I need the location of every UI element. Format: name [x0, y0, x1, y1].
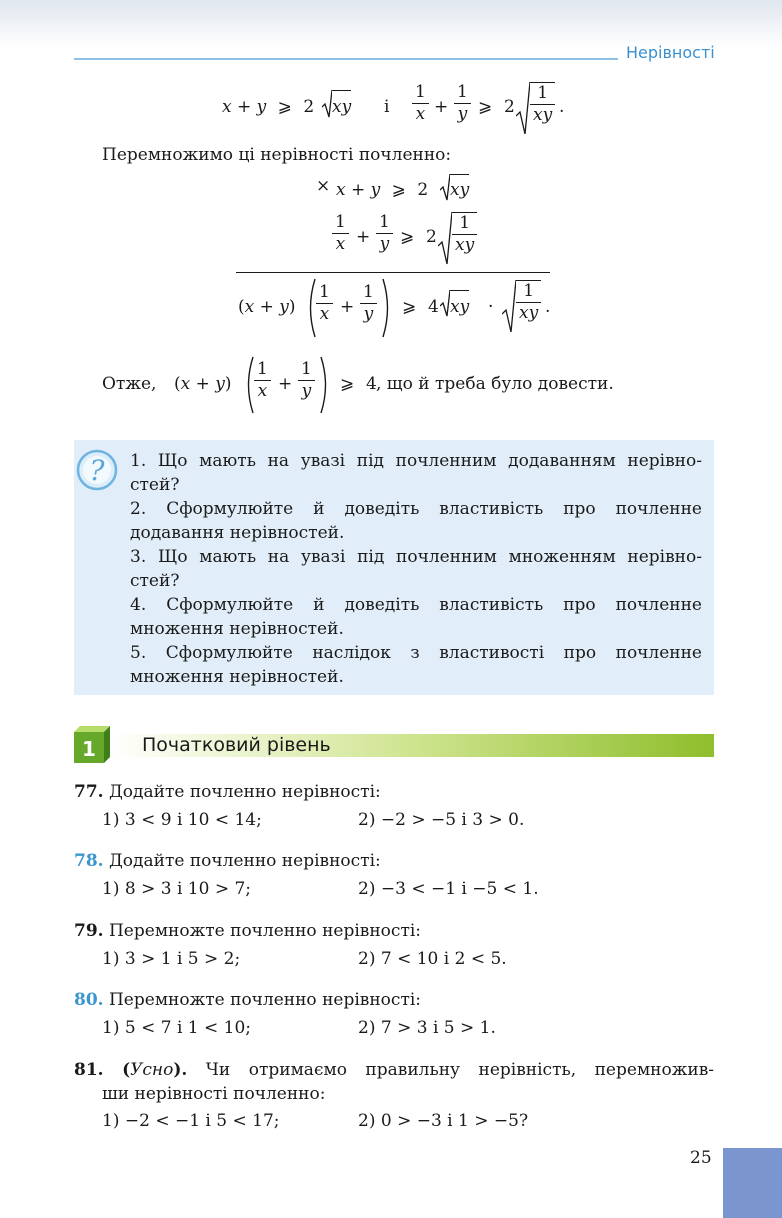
corner-tab — [723, 1148, 782, 1218]
problem-81-statement: 81. (Усно). Чи отримаємо правильну нерівність, перемножив- — [74, 1060, 715, 1080]
svg-text:?: ? — [89, 454, 105, 487]
problem-number: 78. — [74, 851, 104, 871]
fraction-1-over-x: $\frac{1}{x}$ — [254, 359, 271, 402]
question-4-line-1: 4. Сформулюйте й доведіть властивість про почленне — [130, 595, 702, 615]
fraction-1-over-y: $\frac{1}{y}$ — [298, 359, 315, 402]
multiply-sentence: Перемножимо ці нерівності почленно: — [102, 145, 452, 165]
question-1-line-2: стей? — [130, 475, 180, 495]
sqrt-sign — [502, 280, 516, 334]
svg-text:1: 1 — [82, 737, 96, 761]
coef-2: 2 — [504, 97, 515, 117]
conclusion-line: Отже, (x + y) $\frac{1}{x}$ + $\frac{1}{y}$ ⩾ 4 , що й треба було довести. — [102, 356, 662, 416]
problem-81-part-2: 2) 0 > −3 і 1 > −5? — [358, 1111, 529, 1131]
question-3-line-2: стей? — [130, 571, 180, 591]
and-word: і — [384, 97, 390, 117]
coef-2: 2 — [303, 97, 315, 117]
fraction-1-over-xy: $\frac{1}{xy}$ — [452, 212, 477, 256]
problem-number: 80. — [74, 990, 104, 1010]
fraction-1-over-x: $\frac{1}{x}$ — [412, 82, 429, 125]
var-x: x — [222, 97, 232, 117]
level-title: Початковий рівень — [142, 734, 331, 756]
problem-79-part-1: 1) 3 > 1 і 5 > 2; — [102, 949, 241, 969]
fraction-1-over-xy: $\frac{1}{xy}$ — [530, 82, 555, 126]
ge-sign: ⩾ — [277, 97, 292, 117]
left-paren — [306, 278, 316, 338]
problem-77-part-2: 2) −2 > −5 і 3 > 0. — [358, 810, 525, 830]
fraction-1-over-y: $\frac{1}{y}$ — [376, 212, 393, 255]
problem-78-part-2: 2) −3 < −1 і −5 < 1. — [358, 879, 539, 899]
question-3-line-1: 3. Що мають на увазі під почленним множенням нерівно- — [130, 547, 702, 567]
question-mark-icon — [76, 446, 120, 494]
problem-77-statement: 77. Додайте почленно нерівності: — [74, 782, 381, 802]
top-gradient-band — [0, 0, 782, 48]
problem-78-part-1: 1) 8 > 3 і 10 > 7; — [102, 879, 252, 899]
question-2-line-1: 2. Сформулюйте й доведіть властивість про почленне — [130, 499, 702, 519]
question-4-line-2: множення нерівностей. — [130, 619, 344, 639]
question-5-line-2: множення нерівностей. — [130, 667, 344, 687]
right-paren — [382, 278, 392, 338]
fraction-1-over-y: $\frac{1}{y}$ — [360, 282, 377, 325]
formula-column-multiplication: × x + y ⩾ 2 xy $\frac{1}{x}$ + $\frac{1}{y}$ ⩾ 2 $\frac{1}{xy}$ (x + y) $\frac{1}{x}$ + $\frac{1}{y}$ ⩾ 4 xy · $\frac{1}{xy}$ . — [236, 172, 552, 342]
fraction-1-over-y: $\frac{1}{y}$ — [454, 82, 471, 125]
problem-77-part-1: 1) 3 < 9 і 10 < 14; — [102, 810, 262, 830]
problem-number: 79. — [74, 921, 104, 941]
problem-80-part-1: 1) 5 < 7 і 1 < 10; — [102, 1018, 252, 1038]
question-2-line-2: додавання нерівностей. — [130, 523, 345, 543]
right-paren — [320, 356, 330, 414]
problem-79-statement: 79. Перемножте почленно нерівності: — [74, 921, 422, 941]
problem-80-statement: 80. Перемножте почленно нерівності: — [74, 990, 422, 1010]
radicand-xy: xy — [332, 97, 352, 117]
fraction-1-over-xy: $\frac{1}{xy}$ — [516, 280, 541, 324]
problem-78-statement: 78. Додайте почленно нерівності: — [74, 851, 381, 871]
problem-79-part-2: 2) 7 < 10 і 2 < 5. — [358, 949, 507, 969]
header-rule — [74, 58, 618, 60]
fraction-1-over-x: $\frac{1}{x}$ — [332, 212, 349, 255]
problem-number: 77. — [74, 782, 104, 802]
problem-81-part-1: 1) −2 < −1 і 5 < 17; — [102, 1111, 280, 1131]
sqrt-sign — [440, 290, 450, 318]
left-paren — [244, 356, 254, 414]
question-1-line-1: 1. Що мають на увазі під почленним додаванням нерівно- — [130, 451, 702, 471]
sqrt-sign — [322, 90, 332, 120]
question-5-line-1: 5. Сформулюйте наслідок з властивості про почленне — [130, 643, 702, 663]
var-y: y — [256, 97, 267, 117]
sum-rule — [236, 272, 550, 273]
section-title: Нерівності — [626, 43, 715, 62]
sqrt-sign — [438, 212, 452, 266]
plus-sign: + — [237, 97, 252, 117]
sqrt-sign — [440, 174, 450, 202]
plus-sign: + — [434, 97, 449, 117]
problem-number: 81. — [74, 1060, 104, 1080]
level-cube-icon — [74, 726, 110, 763]
ge-sign: ⩾ — [478, 97, 493, 117]
page-number: 25 — [690, 1148, 712, 1168]
sqrt-sign — [516, 82, 530, 136]
times-sign: × — [316, 176, 331, 196]
problem-80-part-2: 2) 7 > 3 і 5 > 1. — [358, 1018, 496, 1038]
fraction-1-over-x: $\frac{1}{x}$ — [316, 282, 333, 325]
problem-81-statement-cont: ши нерівності почленно: — [102, 1084, 326, 1104]
